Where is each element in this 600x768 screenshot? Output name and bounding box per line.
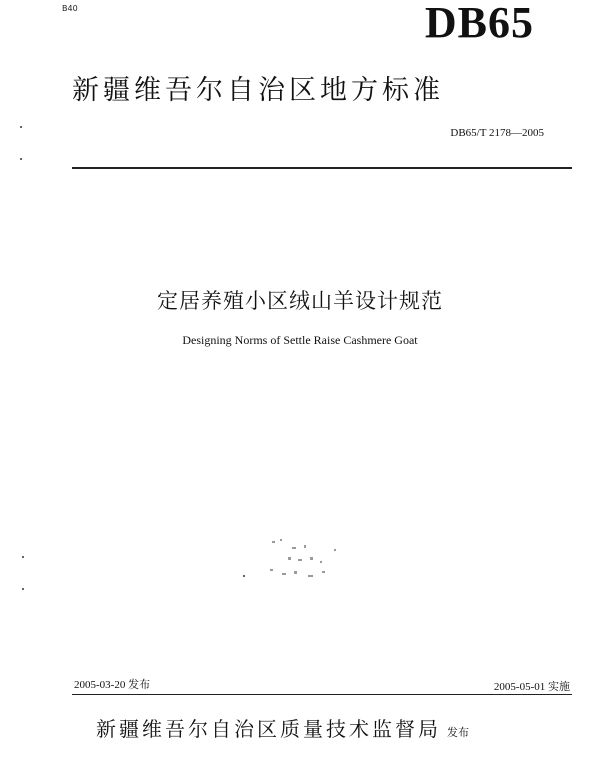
scan-speck <box>22 588 24 590</box>
issue-date: 2005-03-20 发布 <box>74 679 151 691</box>
scan-speck <box>20 126 22 128</box>
publisher-name: 新疆维吾尔自治区质量技术监督局 <box>96 717 441 741</box>
scan-speck <box>22 556 24 558</box>
publish-action: 发布 <box>447 726 469 739</box>
document-title-en: Designing Norms of Settle Raise Cashmere Goat <box>182 333 418 347</box>
faded-stamp-mark <box>262 535 352 585</box>
issuer-title: 新疆维吾尔自治区地方标准 <box>72 75 444 106</box>
top-divider <box>72 167 572 169</box>
document-title-zh: 定居养殖小区绒山羊设计规范 <box>157 289 443 313</box>
standard-number: DB65/T 2178—2005 <box>450 127 544 139</box>
scan-speck <box>243 575 245 577</box>
implementation-date: 2005-05-01 实施 <box>493 681 570 693</box>
standard-logo: DB65 <box>424 0 534 47</box>
bottom-divider <box>72 694 572 695</box>
publisher-line <box>96 713 469 742</box>
classification-code: B40 <box>62 4 78 13</box>
scan-speck <box>20 158 22 160</box>
